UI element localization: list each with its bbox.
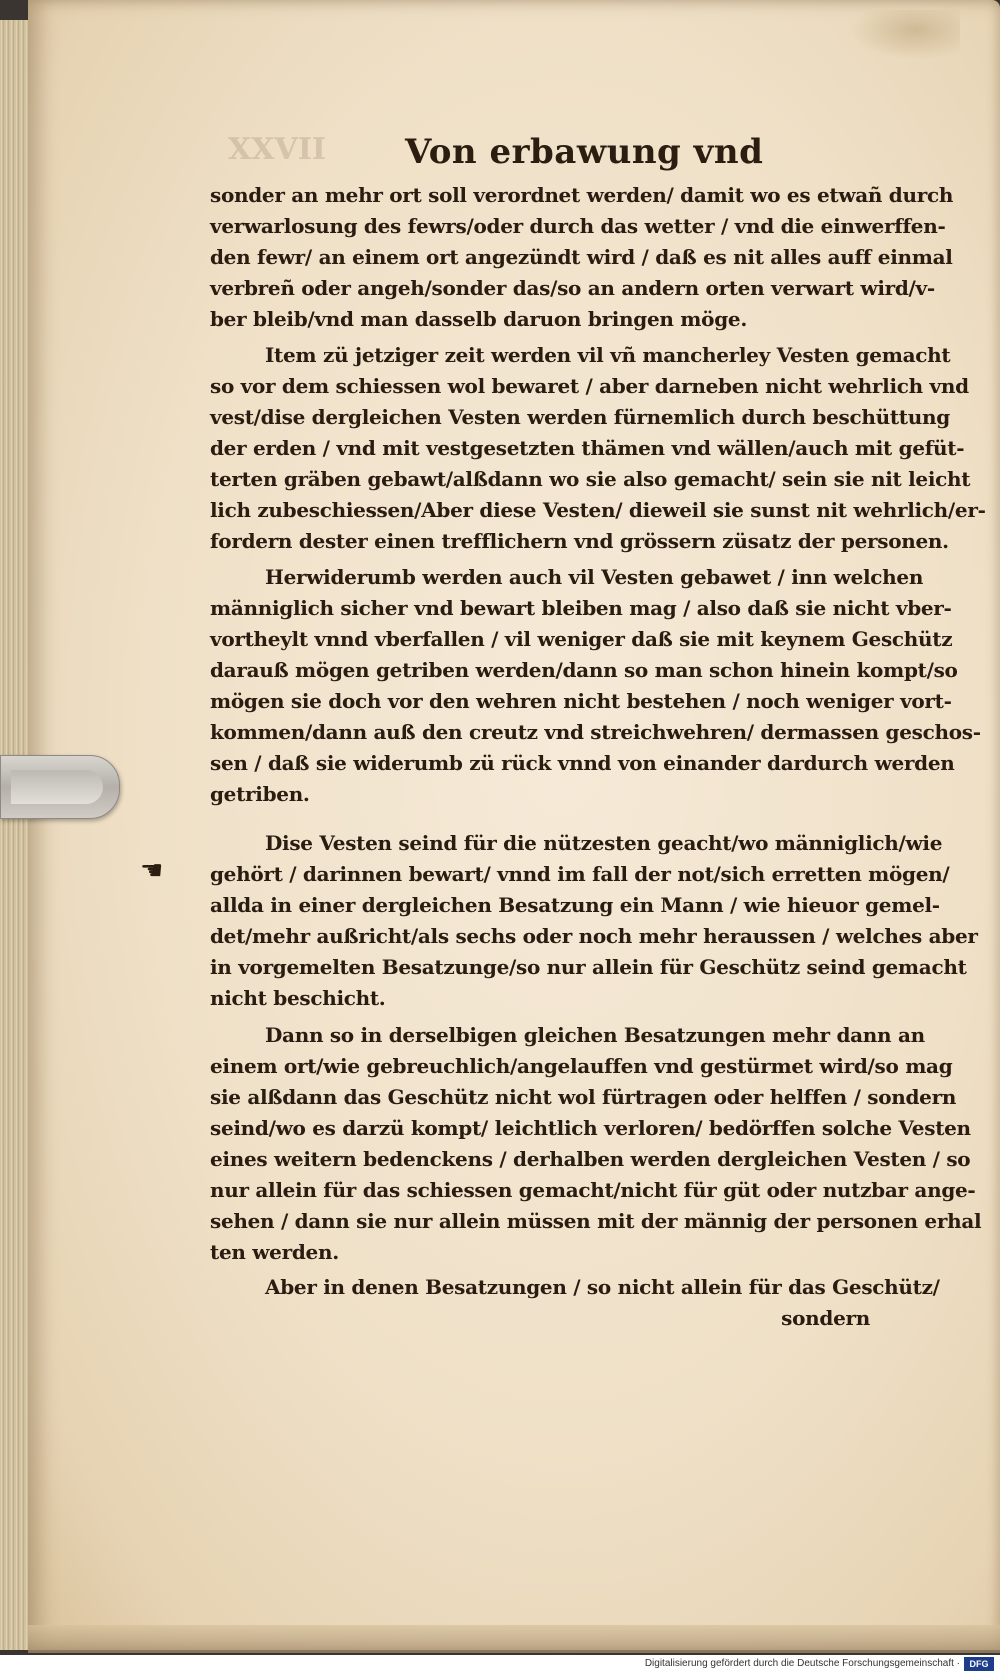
text-line: vest/dise dergleichen Vesten werden fürnemlich durch beschüttung (210, 405, 950, 429)
text-line: seind/wo es darzü kompt/ leichtlich verloren/ bedörffen solche Vesten (210, 1116, 971, 1140)
paragraph-2 (210, 340, 986, 557)
text-line: darauß mögen getriben werden/dann so man schon hinein kompt/so (210, 658, 958, 682)
text-line: Dise Vesten seind für die nützesten geacht/wo männiglich/wie (265, 831, 943, 855)
text-line: den fewr/ an einem ort angezündt wird / daß es nit alles auff einmal (210, 245, 953, 269)
text-line: verwarlosung des fewrs/oder durch das wetter / vnd die einwerffen- (210, 214, 946, 238)
text-line: nicht beschicht. (210, 986, 386, 1010)
text-line: vortheylt vnnd vberfallen / vil weniger daß sie mit keynem Geschütz (210, 627, 953, 651)
text-line: in vorgemelten Besatzunge/so nur allein für Geschütz seind gemacht (210, 955, 967, 979)
text-line: det/mehr außricht/als sechs oder noch mehr heraussen / welches aber (210, 924, 978, 948)
text-line: verbreñ oder angeh/sonder das/so an andern orten verwart wird/v- (210, 276, 935, 300)
text-line: Item zü jetziger zeit werden vil vñ mancherley Vesten gemacht (265, 343, 951, 367)
paragraph-3 (210, 562, 981, 810)
text-line: Dann so in derselbigen gleichen Besatzungen mehr dann an (265, 1023, 925, 1047)
page-corner-wear (850, 10, 960, 60)
catchword: sondern (781, 1306, 870, 1330)
page-bottom-edge (28, 1625, 1000, 1653)
text-line: fordern dester einen trefflichern vnd grössern züsatz der personen. (210, 529, 949, 553)
text-line: sen / daß sie widerumb zü rück vnnd von einander dardurch werden (210, 751, 955, 775)
text-line: eines weitern bedenckens / derhalben werden dergleichen Vesten / so (210, 1147, 971, 1171)
footer-bar (0, 1655, 1000, 1675)
text-line: sie alßdann das Geschütz nicht wol fürtragen oder helffen / sondern (210, 1085, 957, 1109)
running-head: Von erbawung vnd (405, 132, 764, 172)
pointing-hand-icon: ☚ (140, 856, 164, 886)
folio-number: XXVII (228, 132, 326, 167)
text-line: männiglich sicher vnd bewart bleiben mag / also daß sie nicht vber- (210, 596, 952, 620)
text-line: Herwiderumb werden auch vil Vesten gebawet / inn welchen (265, 565, 924, 589)
text-line: so vor dem schiessen wol bewaret / aber darneben nicht wehrlich vnd (210, 374, 969, 398)
text-line: getriben. (210, 782, 310, 806)
text-line: ber bleib/vnd man dasselb daruon bringen möge. (210, 307, 747, 331)
text-line: gehört / darinnen bewart/ vnnd im fall der not/sich erretten mögen/ (210, 862, 950, 886)
text-line: lich zubeschiessen/Aber diese Vesten/ dieweil sie sunst nit wehrlich/er- (210, 498, 986, 522)
text-line: einem ort/wie gebreuchlich/angelauffen vnd gestürmet wird/so mag (210, 1054, 953, 1078)
paragraph-1 (210, 180, 954, 335)
paragraph-6 (210, 1272, 940, 1334)
funding-credit: Digitalisierung gefördert durch die Deutsche Forschungsgemeinschaft · (644, 1658, 960, 1669)
page-clip (0, 755, 120, 819)
text-line: ten werden. (210, 1240, 339, 1264)
text-line: allda in einer dergleichen Besatzung ein Mann / wie hieuor gemel- (210, 893, 940, 917)
text-line: sehen / dann sie nur allein müssen mit der männig der personen erhal (210, 1209, 982, 1233)
text-line: nur allein für das schiessen gemacht/nicht für güt oder nutzbar ange- (210, 1178, 976, 1202)
page-clip-inner (11, 770, 103, 804)
text-line: terten gräben gebawt/alßdann wo sie also gemacht/ sein sie nit leicht (210, 467, 971, 491)
text-line: mögen sie doch vor den wehren nicht bestehen / noch weniger vort- (210, 689, 952, 713)
text-line: kommen/dann auß den creutz vnd streichwehren/ dermassen geschos- (210, 720, 981, 744)
paragraph-4 (210, 828, 978, 1014)
dfg-logo: DFG (964, 1657, 994, 1671)
text-line: der erden / vnd mit vestgesetzten thämen vnd wällen/auch mit gefüt- (210, 436, 965, 460)
paragraph-5 (210, 1020, 982, 1268)
text-line: sonder an mehr ort soll verordnet werden/ damit wo es etwañ durch (210, 183, 954, 207)
text-line: Aber in denen Besatzungen / so nicht allein für das Geschütz/ (265, 1275, 940, 1299)
